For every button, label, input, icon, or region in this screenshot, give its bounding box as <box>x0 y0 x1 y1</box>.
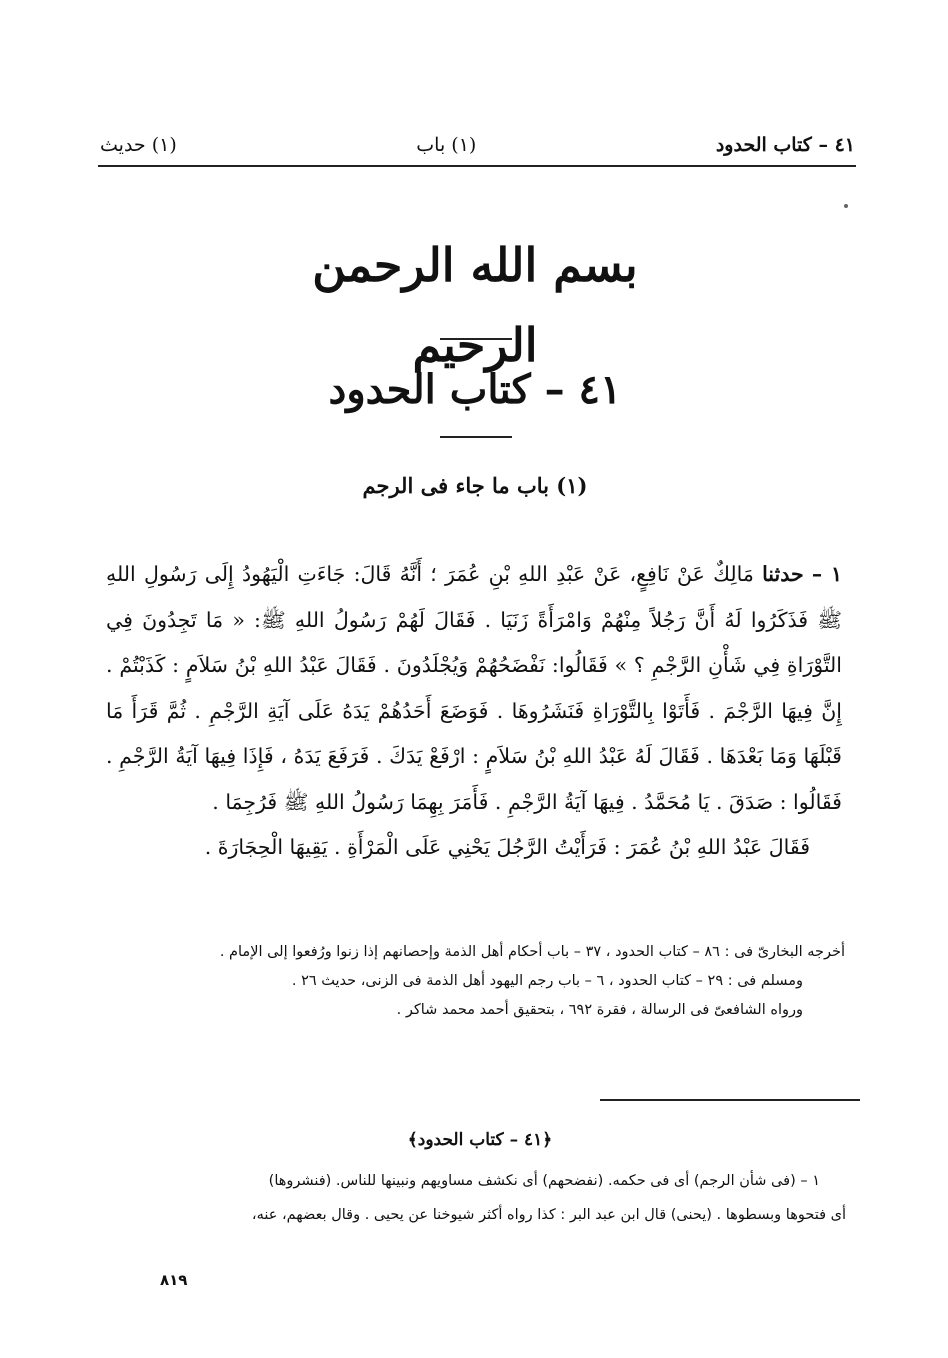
header-rule <box>98 165 856 167</box>
footnotes <box>104 1164 846 1232</box>
header-book-label: ٤١ – كتاب الحدود <box>715 134 855 156</box>
takhrij-shafii: ورواه الشافعىّ فى الرسالة ، فقرة ٦٩٢ ، بتحقيق أحمد محمد شاكر . <box>396 1002 803 1018</box>
takhrij-muslim: ومسلم فى : ٢٩ – كتاب الحدود ، ٦ – باب رجم اليهود أهل الذمة فى الزنى، حديث ٢٦ . <box>291 973 803 989</box>
margin-speck <box>844 204 848 208</box>
takhrij-notes <box>100 938 845 1025</box>
footnote-line: ١ – (فى شأن الرجم) أى فى حكمه. (نفضحهم) أى نكشف مساويهم ونبينها للناس. (فنشروها) <box>268 1173 820 1189</box>
title-rule <box>440 436 512 438</box>
basmala-rule <box>440 338 512 340</box>
footnote-line: أى فتحوها وبسطوها . (يحنى) قال ابن عبد البر : كذا رواه أكثر شيوخنا عن يحيى . وقال بعضهم، عنه، <box>251 1207 846 1223</box>
basmala: بسم الله الرحمن الرحيم <box>312 238 638 372</box>
header-chapter-label: (١) باب <box>416 134 477 156</box>
chapter-title: (١) باب ما جاء فى الرجم <box>362 473 588 498</box>
footnotes-title: ﴿٤١ – كتاب الحدود﴾ <box>407 1130 553 1150</box>
header-hadith-label: (١) حديث <box>100 134 177 156</box>
footnote-separator <box>600 1099 860 1101</box>
running-header <box>100 128 855 162</box>
hadith-closing: فَقَالَ عَبْدُ اللهِ بْنُ عُمَرَ : فَرَأَيْتُ الرَّجُلَ يَحْنِي عَلَى الْمَرْأَةِ . يَقِيهَا الْحِجَارَةَ . <box>204 835 810 859</box>
page-number: ٨١٩ <box>160 1271 188 1289</box>
book-title: ٤١ – كتاب الحدود <box>328 366 622 413</box>
hadith-number: ١ – <box>811 562 842 586</box>
takhrij-bukhari: أخرجه البخارىّ فى : ٨٦ – كتاب الحدود ، ٣٧ – باب أحكام أهل الذمة وإحصانهم إذا زنوا ورُفعوا إلى الإمام . <box>219 944 845 960</box>
hadith-body: مَالِكٌ عَنْ نَافِعٍ، عَنْ عَبْدِ اللهِ بْنِ عُمَرَ ؛ أَنَّهُ قَالَ: جَاءَتِ الْيَهُودُ إِلَى رَسُولِ اللهِ ﷺ فَذَكَرُوا لَهُ أَنَّ رَجُلاً مِنْهُمْ وَامْرَأَةً زَنَيَا . فَقَالَ لَهُمْ رَسُولُ اللهِ ﷺ: « مَا تَجِدُونَ فِي التَّوْرَاةِ فِي شَأْنِ الرَّجْمِ ؟ » فَقَالُوا: نَفْضَحُهُمْ وَيُجْلَدُونَ . فَقَالَ عَبْدُ اللهِ بْنُ سَلاَمٍ : كَذَبْتُمْ . إِنَّ فِيهَا الرَّجْمَ . فَأَتَوْا بِالتَّوْرَاةِ فَنَشَرُوهَا . فَوَضَعَ أَحَدُهُمْ يَدَهُ عَلَى آيَةِ الرَّجْمِ . ثُمَّ قَرَأَ مَا قَبْلَهَا وَمَا بَعْدَهَا . فَقَالَ لَهُ عَبْدُ اللهِ بْنُ سَلاَمٍ : ارْفَعْ يَدَكَ . فَرَفَعَ يَدَهُ ، فَإِذَا فِيهَا آيَةُ الرَّجْمِ . فَقَالُوا : صَدَقَ . يَا مُحَمَّدُ . فِيهَا آيَةُ الرَّجْمِ . فَأَمَرَ بِهِمَا رَسُولُ اللهِ ﷺ فَرُجِمَا . <box>106 562 842 814</box>
hadith-opener: حدثنا <box>762 562 804 586</box>
hadith-text <box>106 552 842 871</box>
